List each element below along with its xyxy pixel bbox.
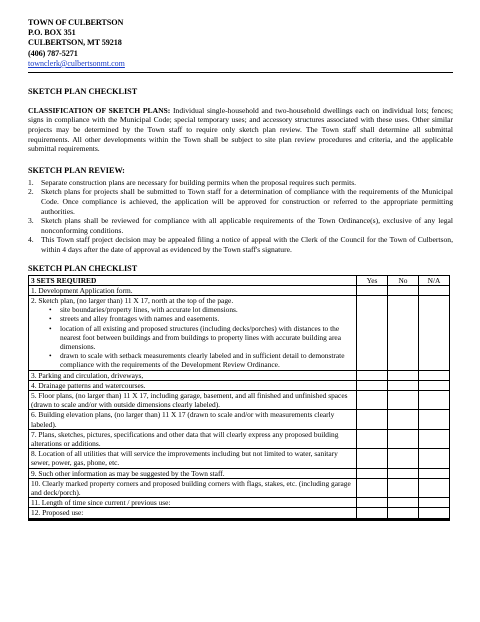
document-title: SKETCH PLAN CHECKLIST: [28, 86, 138, 96]
table-row: [29, 295, 450, 370]
phone-number: (406) 787-5271: [28, 48, 78, 58]
table-row: [29, 498, 450, 508]
yes-cell[interactable]: [357, 390, 388, 409]
checklist-header-row: [29, 275, 450, 285]
checklist-item: 10. Clearly marked property corners and proposed building corners with flags, stakes, etc. (including garage and deck/porch).: [29, 478, 357, 497]
yes-cell[interactable]: [357, 478, 388, 497]
yes-cell[interactable]: [357, 380, 388, 390]
no-cell[interactable]: [388, 380, 419, 390]
document-page: [28, 18, 453, 521]
no-cell[interactable]: [388, 468, 419, 478]
review-item: [28, 216, 453, 235]
review-item: [28, 235, 453, 254]
review-item-number: 3.: [28, 216, 34, 226]
no-cell[interactable]: [388, 370, 419, 380]
review-title: SKETCH PLAN REVIEW:: [28, 165, 125, 175]
checklist-item: 12. Proposed use:: [29, 508, 357, 518]
checklist-item: 5. Floor plans, (no larger than) 11 X 17, including garage, basement, and all finished and unfinished spaces (drawn to scale and/or with outside dimensions clearly labeled).: [29, 390, 357, 409]
table-row: [29, 508, 450, 518]
table-row: [29, 449, 450, 468]
no-column-header: No: [388, 275, 419, 285]
yes-cell[interactable]: [357, 468, 388, 478]
proposed-use-field[interactable]: [29, 519, 450, 520]
no-cell[interactable]: [388, 498, 419, 508]
no-cell[interactable]: [388, 410, 419, 429]
yes-cell[interactable]: [357, 429, 388, 448]
table-row: [29, 390, 450, 409]
no-cell[interactable]: [388, 478, 419, 497]
review-item-text: This Town staff project decision may be appealed filing a notice of appeal with the Clerk of the Council for the Town of Culbertson, within 4 days after the date of approval as evidenced by the Town staff's signature.: [41, 235, 453, 254]
no-cell[interactable]: [388, 285, 419, 295]
classification-text: Individual single-household and two-household dwellings each on individual lots; fences; signs in compliance with the Municipal Code; special temporary uses; and accessory structures associated with these uses. Other similar projects may be determined by the Town staff to require only sketch plan review. The Town staff shall determine all submittal requirements. All other developments within the Town shall be subject to site plan review procedures and criteria, and the applicable submittal requirements.: [28, 105, 453, 154]
po-box: P.O. BOX 351: [28, 28, 76, 38]
na-cell[interactable]: [419, 285, 450, 295]
table-row: [29, 478, 450, 497]
no-cell[interactable]: [388, 508, 419, 518]
review-list: [28, 178, 453, 255]
checklist-item: 8. Location of all utilities that will service the improvements including but not limited to water, sanitary sewer, power, gas, phone, etc.: [29, 449, 357, 468]
bullet-item: • site boundaries/property lines, with accurate lot dimensions.: [51, 305, 354, 314]
na-cell[interactable]: [419, 295, 450, 370]
yes-cell[interactable]: [357, 370, 388, 380]
header-divider: [28, 72, 453, 73]
table-row: [29, 468, 450, 478]
yes-cell[interactable]: [357, 410, 388, 429]
review-item: [28, 178, 453, 188]
yes-cell[interactable]: [357, 508, 388, 518]
review-item-number: 4.: [28, 235, 34, 245]
no-cell[interactable]: [388, 390, 419, 409]
table-row: [29, 410, 450, 429]
checklist-item: 3. Parking and circulation, driveways,: [29, 370, 357, 380]
na-column-header: N/A: [419, 275, 450, 285]
na-cell[interactable]: [419, 478, 450, 497]
sketch-plan-bullets: [31, 305, 354, 369]
na-cell[interactable]: [419, 410, 450, 429]
checklist-item: 7. Plans, sketches, pictures, specifications and other data that will clearly express any proposed building alterations or additions.: [29, 429, 357, 448]
email-link[interactable]: townclerk@culbertsonmt.com: [28, 58, 125, 68]
yes-cell[interactable]: [357, 449, 388, 468]
no-cell[interactable]: [388, 449, 419, 468]
yes-cell[interactable]: [357, 295, 388, 370]
yes-cell[interactable]: [357, 498, 388, 508]
classification-label: CLASSIFICATION OF SKETCH PLANS:: [28, 105, 171, 115]
na-cell[interactable]: [419, 380, 450, 390]
na-cell[interactable]: [419, 508, 450, 518]
table-row: [29, 380, 450, 390]
review-item-number: 1.: [28, 177, 34, 187]
no-cell[interactable]: [388, 295, 419, 370]
checklist-table: [28, 275, 450, 521]
table-row: [29, 285, 450, 295]
review-item: [28, 187, 453, 216]
na-cell[interactable]: [419, 468, 450, 478]
checklist-item-text: 2. Sketch plan, (no larger than) 11 X 17, north at the top of the page.: [31, 295, 234, 305]
review-item-number: 2.: [28, 187, 34, 197]
bullet-item: • drawn to scale with setback measurements clearly labeled and in sufficient detail to demonstrate compliance with the requirements of the Development Review Ordinance.: [51, 351, 354, 369]
bullet-item: • location of all existing and proposed structures (including decks/porches) with distances to the nearest foot between buildings and from buildings to property lines with accurate building area dimensions.: [51, 324, 354, 352]
table-row: [29, 429, 450, 448]
review-item-text: Sketch plans for projects shall be submitted to Town staff for a determination of compliance with the requirements of the Municipal Code. Once compliance is achieved, the application will be approved for construction or referred to the appropriate permitting authorities.: [41, 187, 453, 216]
sets-required-header: 3 SETS REQUIRED: [29, 275, 357, 285]
review-item-text: Sketch plans shall be reviewed for compliance with all applicable requirements of the Town Ordinance(s), exclusive of any legal nonconforming conditions.: [41, 216, 453, 235]
checklist-item: 4. Drainage patterns and watercourses.: [29, 380, 357, 390]
na-cell[interactable]: [419, 449, 450, 468]
checklist-item: 6. Building elevation plans, (no larger than) 11 X 17 (drawn to scale and/or with measurements clearly labeled).: [29, 410, 357, 429]
table-row: [29, 519, 450, 520]
bullet-item: • streets and alley frontages with names and easements.: [51, 314, 354, 323]
yes-cell[interactable]: [357, 285, 388, 295]
classification-paragraph: [28, 106, 453, 154]
yes-column-header: Yes: [357, 275, 388, 285]
na-cell[interactable]: [419, 429, 450, 448]
na-cell[interactable]: [419, 498, 450, 508]
town-name: TOWN OF CULBERTSON: [28, 18, 124, 27]
checklist-item: 1. Development Application form.: [29, 285, 357, 295]
city-state-zip: CULBERTSON, MT 59218: [28, 38, 122, 48]
checklist-item: 9. Such other information as may be suggested by the Town staff.: [29, 468, 357, 478]
checklist-item: [29, 295, 357, 370]
na-cell[interactable]: [419, 370, 450, 380]
checklist-title: SKETCH PLAN CHECKLIST: [28, 263, 138, 273]
checklist-item: 11. Length of time since current / previous use:: [29, 498, 357, 508]
table-row: [29, 370, 450, 380]
review-item-text: Separate construction plans are necessary for building permits when the proposal requires such permits.: [41, 177, 357, 187]
no-cell[interactable]: [388, 429, 419, 448]
na-cell[interactable]: [419, 390, 450, 409]
letterhead: [28, 18, 453, 69]
